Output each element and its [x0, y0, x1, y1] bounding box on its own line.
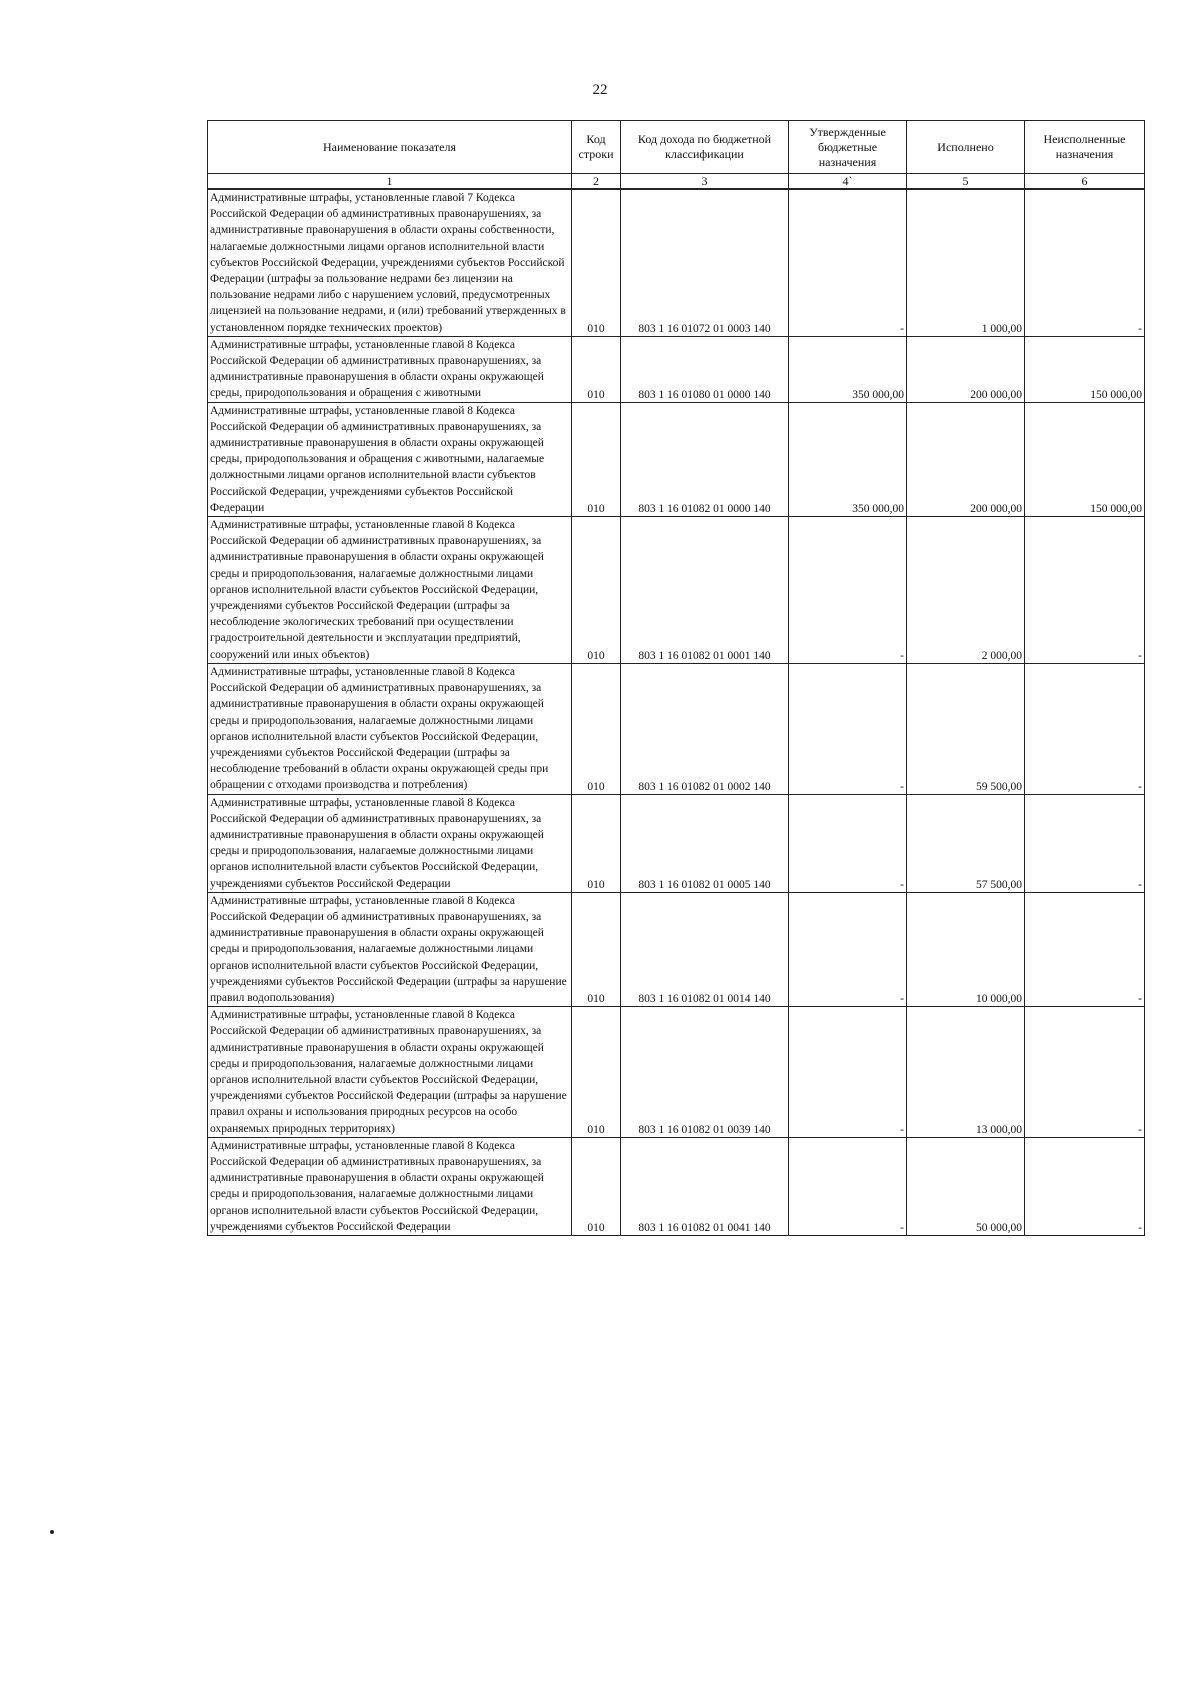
- row-income-code: 803 1 16 01080 01 0000 140: [638, 388, 771, 401]
- row-name: Административные штрафы, установленные главой 7 Кодекса Российской Федерации об административных правонарушениях, за административные правонарушения в области охраны собственности, налагаемые должностными лицами органов исполнительной власти субъектов Российской Федерации, учреждениями субъектов Российской Федерации (штрафы за пользование недрами без лицензии на пользование недрами либо с нарушением условий, предусмотренных лицензией на пользование недрами, и (или) требований утвержденных в установленном порядке технических проектов): [208, 189, 572, 336]
- column-number: 5: [907, 174, 1025, 190]
- row-name: Административные штрафы, установленные главой 8 Кодекса Российской Федерации об административных правонарушениях, за административные правонарушения в области охраны окружающей среды, природопользования и обращения с животными, налагаемые должностными лицами органов исполнительной власти субъектов Российской Федерации, учреждениями субъектов Российской Федерации: [208, 402, 572, 516]
- row-unexecuted: -: [1138, 322, 1142, 335]
- row-executed: 59 500,00: [976, 780, 1022, 793]
- row-income-code: 803 1 16 01082 01 0041 140: [638, 1222, 771, 1234]
- table-row: [208, 1007, 1145, 1138]
- table-row: [208, 663, 1145, 794]
- row-income-code: 803 1 16 01082 01 0014 140: [638, 993, 771, 1006]
- row-income-code: 803 1 16 01082 01 0039 140: [638, 1123, 771, 1136]
- header-line-code: Код строки: [572, 121, 621, 174]
- row-approved: 350 000,00: [852, 503, 904, 516]
- row-name: Административные штрафы, установленные главой 8 Кодекса Российской Федерации об административных правонарушениях, за административные правонарушения в области охраны окружающей среды и природопользования, налагаемые должностными лицами органов исполнительной власти субъектов Российской Федерации, учреждениями субъектов Российской Федерации (штрафы за нарушение правил охраны и использования природных ресурсов на особо охраняемых природных территориях): [208, 1007, 572, 1138]
- page-number: 22: [592, 82, 608, 98]
- row-approved: -: [900, 1222, 904, 1234]
- row-executed: 13 000,00: [976, 1123, 1022, 1136]
- row-income-code: 803 1 16 01082 01 0000 140: [638, 503, 771, 516]
- row-executed: 10 000,00: [976, 993, 1022, 1006]
- column-number: 1: [208, 174, 572, 190]
- table-row: [208, 892, 1145, 1006]
- row-approved: -: [900, 878, 904, 891]
- row-line-code: 010: [587, 649, 605, 662]
- row-executed: 200 000,00: [970, 503, 1022, 516]
- row-name: Административные штрафы, установленные главой 8 Кодекса Российской Федерации об административных правонарушениях, за административные правонарушения в области охраны окружающей среды и природопользования, налагаемые должностными лицами органов исполнительной власти субъектов Российской Федерации, учреждениями субъектов Российской Федерации (штрафы за несоблюдение экологических требований при осуществлении градостроительной деятельности и эксплуатации предприятий, сооружений или иных объектов): [208, 517, 572, 664]
- header-name: Наименование показателя: [208, 121, 572, 174]
- row-executed: 50 000,00: [976, 1222, 1022, 1234]
- row-income-code: 803 1 16 01082 01 0005 140: [638, 878, 771, 891]
- row-line-code: 010: [587, 388, 605, 401]
- row-income-code: 803 1 16 01082 01 0001 140: [638, 649, 771, 662]
- row-unexecuted: -: [1138, 993, 1142, 1006]
- column-number: 4`: [789, 174, 907, 190]
- row-line-code: 010: [587, 503, 605, 516]
- table-row: [208, 517, 1145, 664]
- row-unexecuted: -: [1138, 649, 1142, 662]
- row-executed: 1 000,00: [981, 322, 1022, 335]
- row-unexecuted: -: [1138, 878, 1142, 891]
- row-unexecuted: 150 000,00: [1090, 503, 1142, 516]
- header-unexecuted: Неисполненные назначения: [1025, 121, 1145, 174]
- column-number: 6: [1025, 174, 1145, 190]
- row-name: Административные штрафы, установленные главой 8 Кодекса Российской Федерации об административных правонарушениях, за административные правонарушения в области охраны окружающей среды и природопользования, налагаемые должностными лицами органов исполнительной власти субъектов Российской Федерации, учреждениями субъектов Российской Федерации: [208, 1137, 572, 1235]
- row-name: Административные штрафы, установленные главой 8 Кодекса Российской Федерации об административных правонарушениях, за административные правонарушения в области охраны окружающей среды и природопользования, налагаемые должностными лицами органов исполнительной власти субъектов Российской Федерации, учреждениями субъектов Российской Федерации (штрафы за нарушение правил водопользования): [208, 892, 572, 1006]
- row-line-code: 010: [587, 1222, 605, 1234]
- budget-execution-table: [207, 120, 1145, 1236]
- scan-speck: [50, 1530, 54, 1534]
- column-number: 3: [621, 174, 789, 190]
- column-number-row: [208, 174, 1145, 190]
- header-executed: Исполнено: [907, 121, 1025, 174]
- table-row: [208, 336, 1145, 402]
- row-line-code: 010: [587, 1123, 605, 1136]
- row-unexecuted: 150 000,00: [1090, 388, 1142, 401]
- row-line-code: 010: [587, 993, 605, 1006]
- row-approved: -: [900, 649, 904, 662]
- row-unexecuted: -: [1138, 780, 1142, 793]
- row-approved: -: [900, 993, 904, 1006]
- row-line-code: 010: [587, 878, 605, 891]
- row-unexecuted: -: [1138, 1123, 1142, 1136]
- table-header-row: [208, 121, 1145, 174]
- row-executed: 200 000,00: [970, 388, 1022, 401]
- table-row: [208, 794, 1145, 892]
- row-income-code: 803 1 16 01082 01 0002 140: [638, 780, 771, 793]
- row-unexecuted: -: [1138, 1222, 1142, 1234]
- column-number: 2: [572, 174, 621, 190]
- row-line-code: 010: [587, 780, 605, 793]
- table-row: [208, 402, 1145, 516]
- row-executed: 57 500,00: [976, 878, 1022, 891]
- row-executed: 2 000,00: [981, 649, 1022, 662]
- row-name: Административные штрафы, установленные главой 8 Кодекса Российской Федерации об административных правонарушениях, за административные правонарушения в области охраны окружающей среды и природопользования, налагаемые должностными лицами органов исполнительной власти субъектов Российской Федерации, учреждениями субъектов Российской Федерации (штрафы за несоблюдение требований в области охраны окружающей среды при обращении с отходами производства и потребления): [208, 663, 572, 794]
- header-income-code: Код дохода по бюджетной классификации: [621, 121, 789, 174]
- row-approved: 350 000,00: [852, 388, 904, 401]
- row-line-code: 010: [587, 322, 605, 335]
- row-income-code: 803 1 16 01072 01 0003 140: [638, 322, 771, 335]
- row-approved: -: [900, 322, 904, 335]
- row-approved: -: [900, 780, 904, 793]
- header-approved: Утвержденные бюджетные назначения: [789, 121, 907, 174]
- table-row: [208, 189, 1145, 336]
- row-name: Административные штрафы, установленные главой 8 Кодекса Российской Федерации об административных правонарушениях, за административные правонарушения в области охраны окружающей среды, природопользования и обращения с животными: [208, 336, 572, 402]
- row-approved: -: [900, 1123, 904, 1136]
- row-name: Административные штрафы, установленные главой 8 Кодекса Российской Федерации об административных правонарушениях, за административные правонарушения в области охраны окружающей среды и природопользования, налагаемые должностными лицами органов исполнительной власти субъектов Российской Федерации, учреждениями субъектов Российской Федерации: [208, 794, 572, 892]
- table-row: [208, 1137, 1145, 1235]
